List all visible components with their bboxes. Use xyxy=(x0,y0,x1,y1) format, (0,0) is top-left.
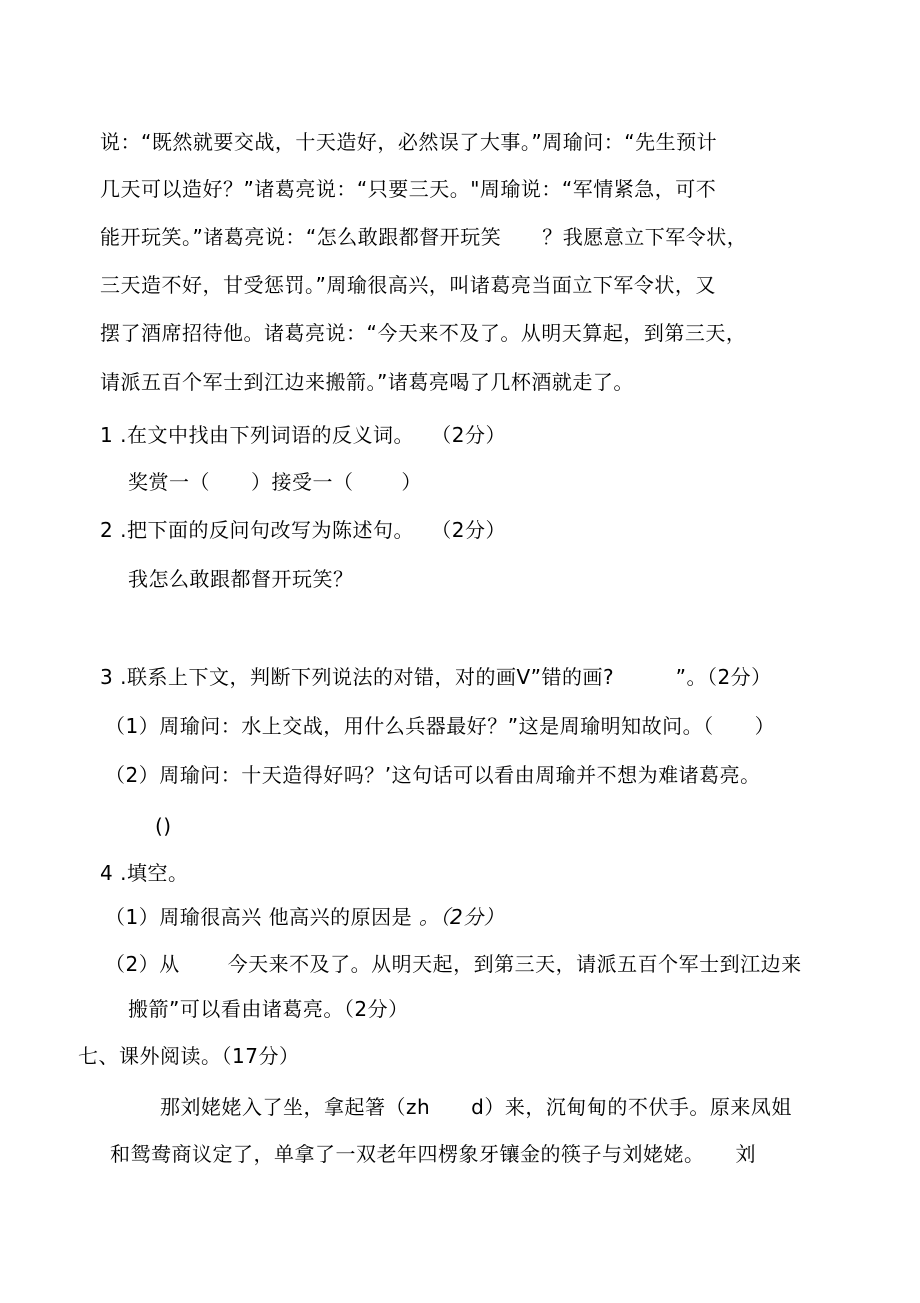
question-4-item-1-score: 。（2分） xyxy=(418,905,505,929)
question-2-title: 2 .把下面的反问句改写为陈述句。 （2分） xyxy=(100,518,507,542)
question-4-item-2-line-1: （2）从 今天来不及了。从明天起，到第三天，请派五百个军士到江边来 xyxy=(105,952,802,976)
question-3-item-1: （1）周瑜问：水上交战，用什么兵器最好？”这是周瑜明知故问。（ ） xyxy=(105,714,776,738)
question-4-title: 4 .填空。 xyxy=(100,861,189,885)
question-4-item-1-text: （1）周瑜很高兴 他高兴的原因是 xyxy=(105,905,419,929)
question-4-item-2-line-2: 搬箭”可以看由诸葛亮。（2分） xyxy=(128,997,409,1021)
passage-line-6: 请派五百个军士到江边来搬箭。”诸葛亮喝了几杯酒就走了。 xyxy=(100,370,634,394)
question-1-answer-line: 奖赏一（ ）接受一（ ） xyxy=(128,470,422,494)
question-3-item-2: （2）周瑜问：十天造得好吗？’这句话可以看由周瑜并不想为难诸葛亮。 xyxy=(105,763,761,787)
question-3-item-2-paren: () xyxy=(155,814,172,838)
question-4-item-1 xyxy=(105,903,504,931)
section-7-line-1: 那刘姥姥入了坐，拿起箸（zh d）来，沉甸甸的不伏手。原来凤姐 xyxy=(160,1095,792,1119)
question-2-sentence: 我怎么敢跟都督开玩笑？ xyxy=(128,567,354,591)
section-7-heading: 七、课外阅读。（17分） xyxy=(78,1044,300,1068)
passage-line-4: 三天造不好，甘受惩罚。”周瑜很高兴，叫诸葛亮当面立下军令状，又 xyxy=(100,273,716,297)
passage-line-1: 说：“既然就要交战，十天造好，必然误了大事。”周瑜问：“先生预计 xyxy=(100,130,718,154)
section-7-line-2: 和鸳鸯商议定了，单拿了一双老年四楞象牙镶金的筷子与刘姥姥。 刘 xyxy=(110,1142,756,1166)
passage-line-3: 能开玩笑。”诸葛亮说：“怎么敢跟都督开玩笑 ？我愿意立下军令状， xyxy=(100,225,748,249)
passage-line-2: 几天可以造好？”诸葛亮说：“只要三天。"周瑜说：“军情紧急，可不 xyxy=(100,177,717,201)
question-1-title: 1 .在文中找由下列词语的反义词。 （2分） xyxy=(100,423,507,447)
question-3-title: 3 .联系上下文，判断下列说法的对错，对的画V”错的画? ”。（2分） xyxy=(100,665,772,689)
passage-line-5: 摆了酒席招待他。诸葛亮说：“今天来不及了。从明天算起，到第三天， xyxy=(100,321,747,345)
